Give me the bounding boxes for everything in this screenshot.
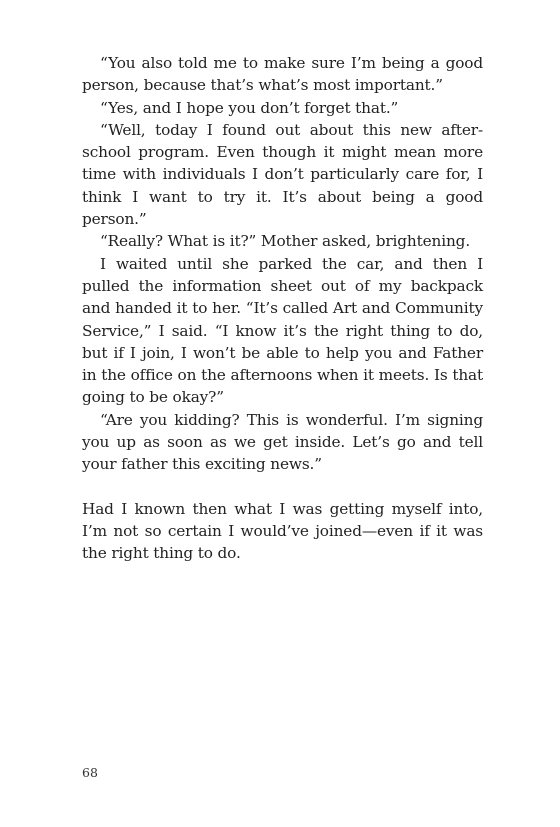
page-number: 68: [82, 765, 98, 780]
paragraph: “You also told me to make sure I’m being a good person, because that’s what’s most important.”: [82, 54, 483, 95]
paragraph: “Well, today I found out about this new after-school program. Even though it might mean more time with individuals I don’t particularly care for, I think I want to try it. It’s about being a good person.”: [82, 120, 483, 229]
closing-paragraph: Had I known then what I was getting myself into, I’m not so certain I would’ve joined—even if it was the right thing to do.: [82, 499, 483, 563]
paragraph: “Yes, and I hope you don’t forget that.”: [100, 98, 399, 117]
paragraph: I waited until she parked the car, and then I pulled the information sheet out of my backpack and handed it to her. “It’s called Art and Community Service,” I said. “I know it’s the right thing to do, but if I join, I won’t be able to help you and Father in the office on the afternoons when it meets. Is that going to be okay?”: [82, 254, 483, 407]
body-text: [82, 52, 483, 565]
paragraph: “Are you kidding? This is wonderful. I’m signing you up as soon as we get inside. Let’s go and tell your father this exciting news.”: [82, 410, 483, 474]
paragraph: “Really? What is it?” Mother asked, brightening.: [100, 232, 471, 251]
